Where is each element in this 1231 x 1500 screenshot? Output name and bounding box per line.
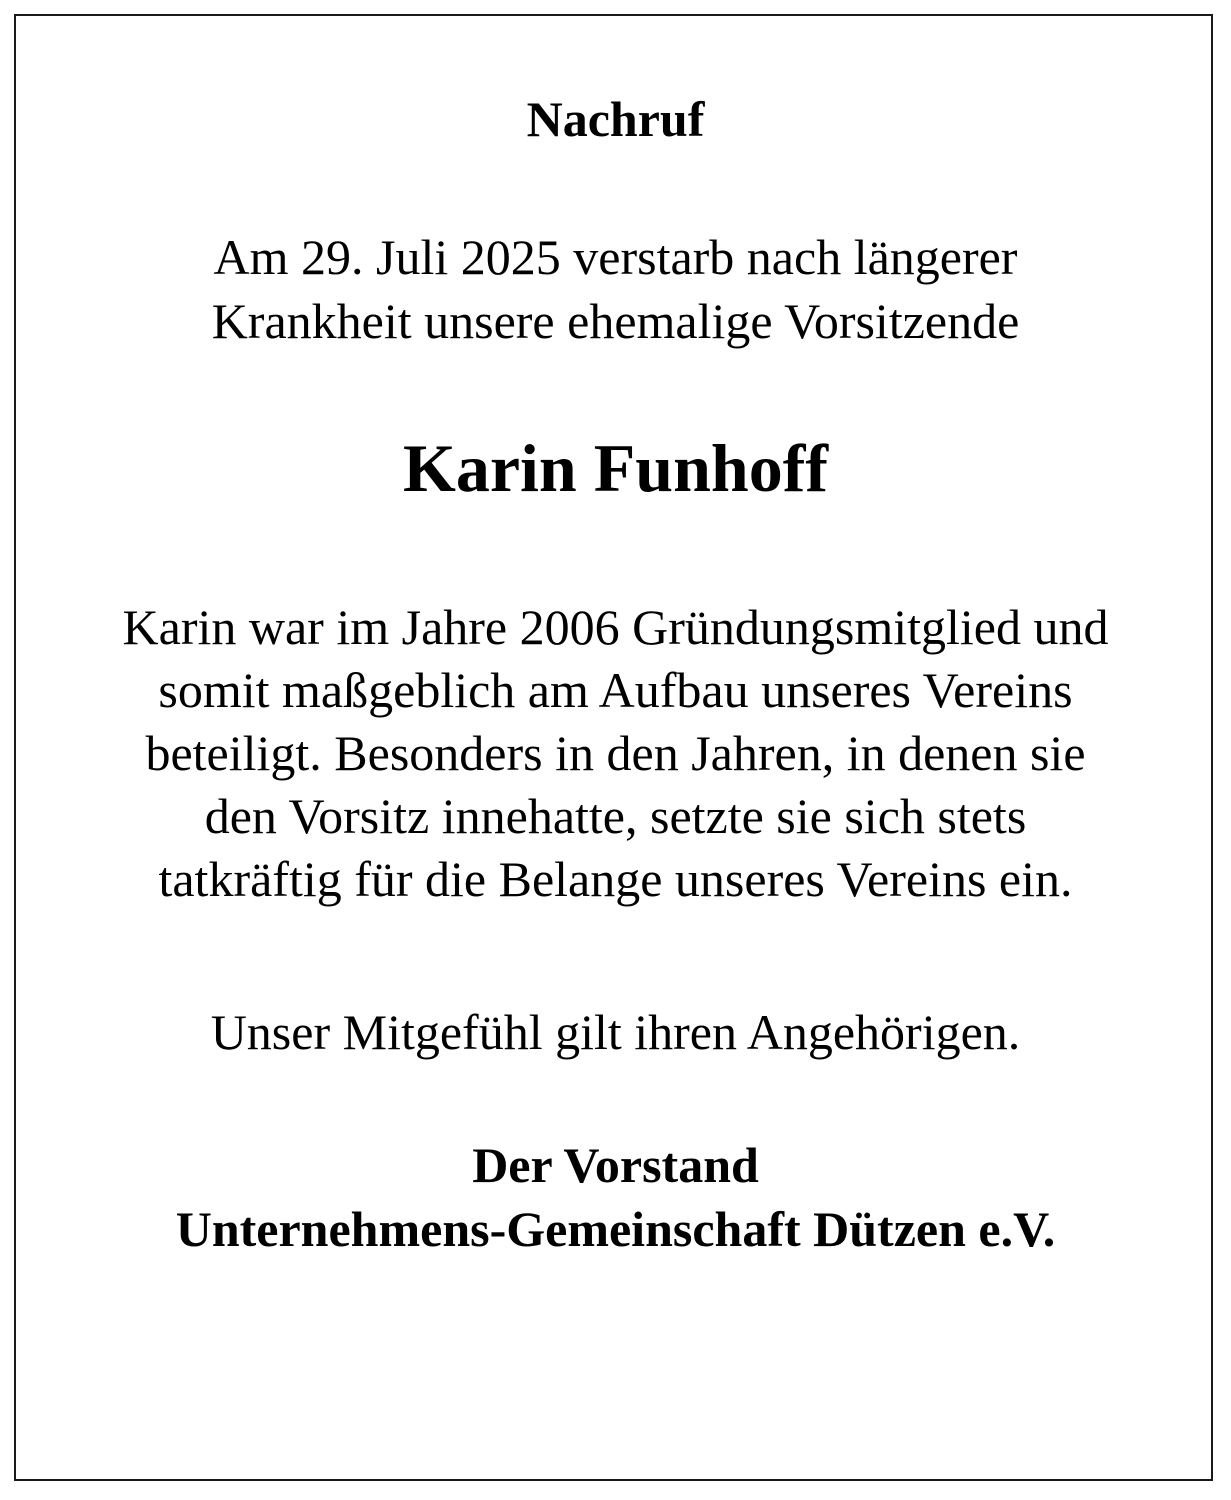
name-text: Karin Funhoff: [402, 430, 829, 506]
sympathy-text: Unser Mitgefühl gilt ihren Angehörigen.: [210, 1004, 1021, 1060]
intro-line: Krankheit unsere ehemalige Vorsitzende: [211, 293, 1020, 349]
sympathy-line: [0, 1000, 1231, 1064]
tribute-line: beteiligt. Besonders in den Jahren, in denen sie: [145, 725, 1086, 781]
intro-line: Am 29. Juli 2025 verstarb nach längerer: [213, 229, 1018, 285]
tribute-paragraph: [0, 596, 1231, 911]
tribute-line: tatkräftig für die Belange unseres Vereins ein.: [158, 851, 1073, 907]
notice-heading: [0, 89, 1231, 149]
signature-line: Der Vorstand: [472, 1137, 759, 1193]
heading-text: Nachruf: [526, 91, 705, 147]
tribute-line: somit maßgeblich am Aufbau unseres Vereins: [158, 662, 1073, 718]
signature-line: Unternehmens-Gemeinschaft Dützen e.V.: [175, 1201, 1056, 1257]
tribute-line: Karin war im Jahre 2006 Gründungsmitglied und: [122, 599, 1109, 655]
deceased-name: [0, 428, 1231, 508]
intro-paragraph: [0, 225, 1231, 353]
signature-block: [0, 1133, 1231, 1261]
tribute-line: den Vorsitz innehatte, setzte sie sich stets: [204, 788, 1027, 844]
